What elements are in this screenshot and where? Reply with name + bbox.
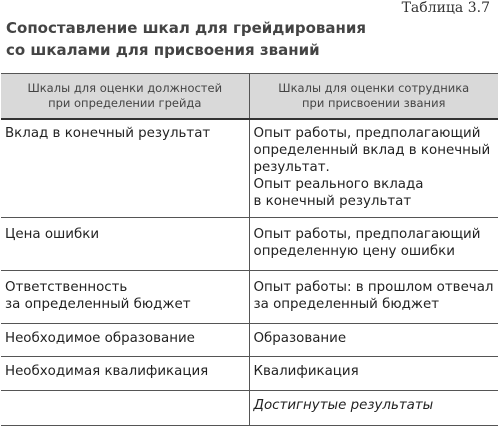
cell-text: в конечный результат: [253, 194, 412, 209]
table-cell: [1, 324, 249, 357]
table-cell: [1, 391, 249, 426]
table-row: [1, 271, 498, 324]
cell-text: за определенный бюджет: [5, 297, 191, 312]
cell-text: Цена ошибки: [5, 227, 100, 242]
table-cell: [249, 391, 498, 426]
header-cell-job-scales: [1, 74, 249, 120]
table-cell: [1, 119, 249, 218]
table-row: [1, 119, 498, 218]
table-cell: [249, 119, 498, 218]
cell-text: Опыт реального вклада: [253, 177, 424, 192]
table-row: [1, 391, 498, 426]
header-cell-employee-scales: [249, 74, 498, 120]
header-text: Шкалы для оценки сотрудника: [278, 81, 470, 95]
header-text: при определении грейда: [48, 96, 202, 110]
cell-text: результат.: [253, 160, 330, 175]
cell-text: Квалификация: [253, 364, 359, 379]
cell-text: Опыт работы, предполагающий: [253, 227, 481, 242]
cell-text: определенный вклад в конечный: [253, 143, 491, 158]
table-cell: [249, 218, 498, 271]
cell-text: Опыт работы, предполагающий: [253, 126, 481, 141]
caption-line-1: Сопоставление шкал для грейдирования: [6, 19, 367, 37]
table-cell: [1, 218, 249, 271]
header-text: при присвоении звания: [302, 96, 446, 110]
cell-text: Опыт работы: в прошлом отвечал: [253, 280, 494, 295]
cell-text: Вклад в конечный результат: [5, 126, 211, 141]
cell-text: Необходимое образование: [5, 331, 195, 346]
table-cell: [249, 324, 498, 357]
cell-text: Необходимая квалификация: [5, 364, 209, 379]
table-header-row: [1, 74, 498, 120]
table-cell: [249, 271, 498, 324]
table-cell: [1, 357, 249, 391]
table-cell: [1, 271, 249, 324]
table-caption: [6, 17, 366, 61]
table-number: Таблица 3.7: [401, 0, 490, 16]
table-row: [1, 324, 498, 357]
caption-line-2: со шкалами для присвоения званий: [6, 41, 320, 59]
comparison-table: [1, 73, 498, 426]
table-cell: [249, 357, 498, 391]
table-row: [1, 218, 498, 271]
cell-text: Достигнутые результаты: [253, 398, 434, 413]
cell-text: за определенный бюджет: [253, 297, 439, 312]
cell-text: Образование: [253, 331, 347, 346]
cell-text: определенную цену ошибки: [253, 244, 455, 259]
cell-text: Ответственность: [5, 280, 128, 295]
header-text: Шкалы для оценки должностей: [27, 81, 223, 95]
table-row: [1, 357, 498, 391]
